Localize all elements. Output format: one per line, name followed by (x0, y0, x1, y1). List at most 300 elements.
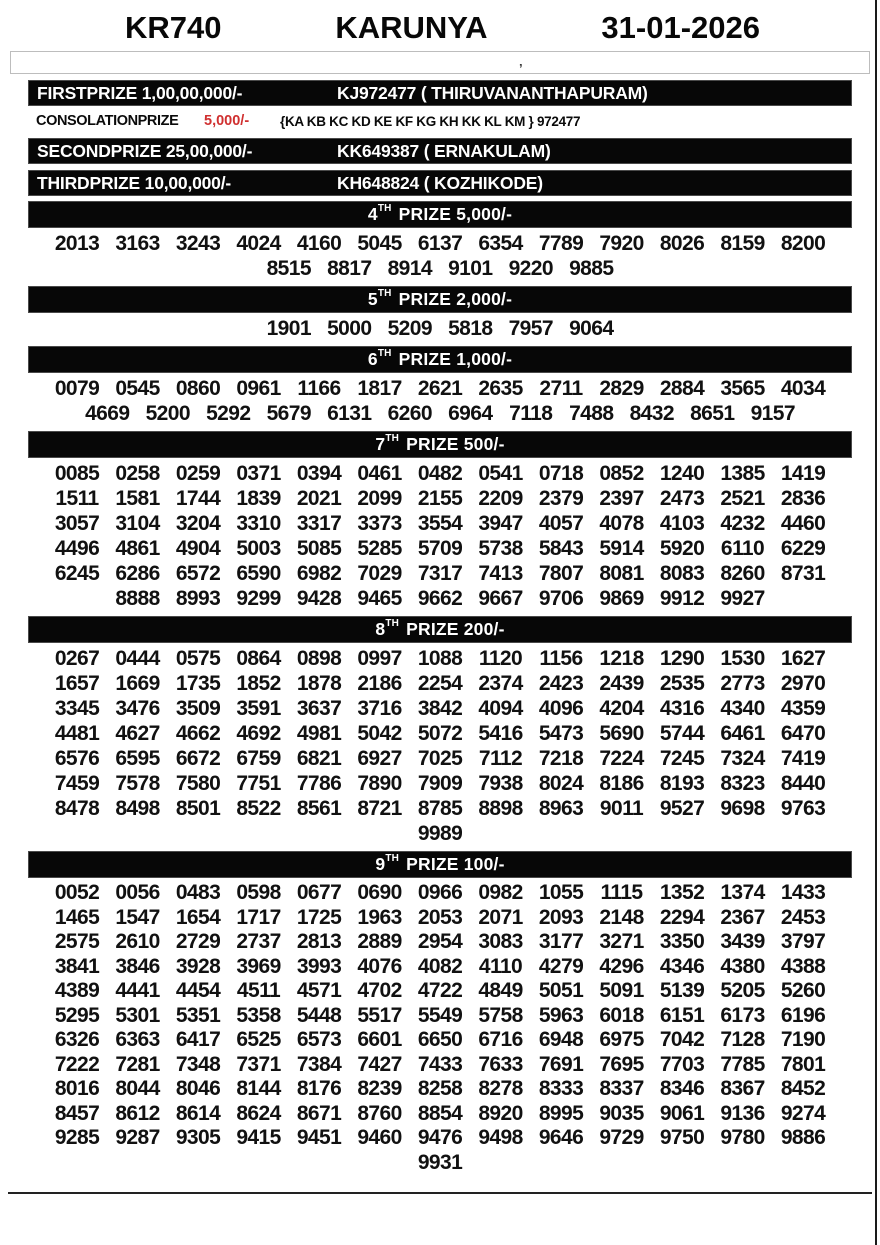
winning-number: 6326 (54, 1028, 100, 1051)
winning-number: 6759 (236, 747, 281, 770)
winning-number: 6964 (448, 402, 493, 425)
section-header-text (368, 204, 512, 225)
winning-number: 5517 (357, 1003, 402, 1027)
section-rank-suffix: TH (385, 853, 400, 864)
winning-number: 8522 (236, 797, 281, 820)
winning-number: 8432 (629, 402, 674, 425)
section-amount: PRIZE 5,000/- (393, 204, 513, 224)
winning-number: 4904 (175, 537, 221, 560)
winning-number: 2071 (478, 905, 523, 929)
winning-number: 3317 (296, 512, 342, 535)
winning-number-row (0, 955, 880, 980)
winning-number: 9869 (599, 587, 644, 610)
winning-number: 2954 (417, 930, 463, 953)
winning-number: 8898 (478, 797, 523, 820)
winning-number: 3083 (478, 930, 523, 953)
winning-number: 1669 (115, 672, 160, 695)
winning-number: 8044 (115, 1077, 160, 1100)
winning-number: 4662 (175, 722, 221, 745)
winning-number: 2453 (780, 905, 826, 929)
winning-number: 6821 (296, 747, 342, 770)
winning-number: 8083 (659, 562, 705, 585)
prize-winning-number: KH648824 ( KOZHIKODE) (337, 172, 543, 193)
section-rank-suffix: TH (385, 433, 400, 444)
winning-number: 7128 (720, 1028, 765, 1051)
winning-number: 7112 (478, 747, 523, 770)
winning-number: 8731 (780, 562, 826, 585)
winning-number: 4094 (478, 697, 523, 720)
winning-number: 2294 (659, 905, 705, 929)
winning-number-row (0, 696, 880, 721)
winning-number-row (0, 930, 880, 955)
winning-number: 7909 (417, 772, 463, 795)
winning-number: 9465 (357, 587, 402, 610)
winning-number: 3846 (115, 954, 160, 978)
winning-number: 6595 (115, 747, 160, 770)
winning-number: 2773 (720, 672, 765, 695)
winning-number: 4082 (417, 954, 463, 978)
winning-number: 0545 (115, 377, 160, 400)
winning-number: 6417 (175, 1028, 221, 1051)
winning-number: 1290 (659, 647, 705, 670)
winning-number: 1115 (600, 881, 643, 904)
winning-number: 8278 (478, 1077, 523, 1100)
winning-number: 8239 (357, 1077, 402, 1100)
winning-number: 0961 (236, 377, 281, 400)
winning-number: 5000 (327, 317, 372, 340)
winning-number: 7789 (538, 232, 584, 255)
winning-number: 7029 (357, 562, 402, 585)
winning-number: 0258 (115, 462, 160, 485)
winning-number: 1901 (266, 317, 311, 340)
winning-number: 0541 (478, 462, 523, 485)
winning-number: 3177 (538, 930, 584, 953)
winning-number: 9662 (417, 587, 463, 610)
section-rank: 8 (375, 619, 386, 639)
winning-number: 7218 (538, 747, 584, 770)
winning-number: 0444 (115, 647, 160, 670)
winning-number: 8200 (780, 232, 826, 255)
winning-number: 3373 (357, 512, 402, 535)
winning-number-row (0, 1126, 880, 1151)
winning-number-row (0, 796, 880, 821)
winning-number: 3797 (780, 930, 826, 953)
winning-number: 7938 (478, 772, 523, 795)
title-row (0, 0, 880, 46)
winning-number-row (0, 316, 880, 341)
winning-number: 7957 (508, 317, 553, 340)
winning-number: 7920 (599, 232, 644, 255)
consolation-label: CONSOLATIONPRIZE (36, 113, 179, 129)
winning-number: 4380 (720, 954, 765, 978)
winning-number: 8323 (720, 772, 765, 795)
winning-number: 3104 (115, 512, 160, 535)
winning-number: 4359 (780, 697, 826, 720)
winning-number: 9498 (478, 1126, 523, 1149)
winning-number: 2473 (659, 487, 705, 510)
winning-number: 4103 (659, 512, 705, 535)
top-prizes (0, 80, 880, 196)
winning-number: 8854 (417, 1101, 463, 1125)
winning-number: 0052 (54, 881, 100, 904)
winning-number: 9912 (659, 587, 705, 610)
winning-number: 4460 (780, 512, 826, 535)
winning-number: 4160 (296, 232, 342, 255)
winning-number: 5473 (538, 722, 584, 745)
winning-number: 4096 (538, 697, 584, 720)
winning-number: 2610 (115, 930, 160, 953)
consolation-amount: 5,000/- (204, 113, 250, 129)
winning-number: 3476 (115, 697, 160, 720)
winning-number: 9706 (538, 587, 584, 610)
section-header-7th-prize (28, 431, 852, 458)
section-header-8th-prize (28, 616, 852, 643)
winning-number-row (0, 461, 880, 486)
section-amount: PRIZE 200/- (401, 619, 505, 639)
section-rank: 6 (367, 349, 378, 369)
winning-number: 5351 (175, 1003, 221, 1027)
winning-number: 8193 (659, 772, 705, 795)
winning-number-row (0, 1004, 880, 1029)
winning-number: 3716 (357, 697, 402, 720)
winning-number: 1581 (115, 487, 160, 510)
winning-number: 9428 (296, 587, 342, 610)
winning-number: 9299 (236, 587, 281, 610)
winning-number: 6229 (780, 537, 826, 560)
winning-number: 5709 (417, 537, 463, 560)
winning-number: 4692 (236, 722, 281, 745)
winning-number: 8144 (236, 1077, 281, 1100)
section-amount: PRIZE 1,000/- (393, 349, 513, 369)
winning-number: 0598 (236, 881, 281, 904)
winning-number: 1433 (780, 881, 826, 904)
winning-number: 3565 (720, 377, 765, 400)
winning-number: 5072 (417, 722, 463, 745)
winning-number-row (0, 511, 880, 536)
winning-number: 7317 (417, 562, 463, 585)
winning-number-row (0, 1077, 880, 1102)
winning-number: 0982 (478, 881, 523, 904)
prize-winning-number: KJ972477 ( THIRUVANANTHAPURAM) (337, 82, 648, 103)
winning-number: 5358 (236, 1003, 281, 1027)
winning-number: 4669 (85, 402, 130, 425)
winning-number: 2367 (720, 905, 765, 929)
winning-number: 1717 (236, 905, 281, 929)
winning-number: 8721 (357, 797, 402, 820)
winning-number-row (0, 906, 880, 931)
winning-number: 4034 (780, 377, 826, 400)
section-header-text (375, 434, 504, 455)
winning-number: 3350 (659, 930, 705, 953)
winning-number: 4057 (538, 512, 584, 535)
winning-number: 2021 (296, 487, 342, 510)
winning-number: 3310 (236, 512, 281, 535)
winning-number: 7384 (296, 1052, 342, 1076)
winning-number: 6650 (417, 1028, 463, 1051)
winning-number: 7580 (175, 772, 221, 795)
prize-label: THIRDPRIZE 10,00,000/- (37, 172, 232, 193)
winning-number: 2711 (539, 377, 583, 400)
section-rank: 5 (367, 289, 378, 309)
winning-number: 9885 (569, 257, 614, 280)
winning-number: 2013 (54, 232, 100, 255)
winning-number: 1657 (54, 672, 100, 695)
winning-number: 6572 (175, 562, 221, 585)
winning-number-row (0, 979, 880, 1004)
winning-number: 1530 (720, 647, 765, 670)
winning-number: 3163 (115, 232, 160, 255)
winning-number: 7890 (357, 772, 402, 795)
winning-number: 6716 (478, 1028, 523, 1051)
winning-number: 3439 (720, 930, 765, 953)
winning-number: 4981 (296, 722, 342, 745)
winning-number: 3637 (296, 697, 342, 720)
winning-number: 5045 (357, 232, 402, 255)
winning-number: 8501 (175, 797, 221, 820)
winning-number: 4279 (538, 954, 584, 978)
winning-number: 7419 (780, 747, 826, 770)
winning-number: 0461 (357, 462, 402, 485)
winning-number: 2889 (357, 930, 402, 953)
winning-number: 7751 (236, 772, 281, 795)
winning-number: 2829 (599, 377, 644, 400)
winning-number: 6131 (327, 402, 372, 425)
winning-number: 4340 (720, 697, 765, 720)
winning-number: 8760 (357, 1101, 402, 1125)
section-rank-suffix: TH (385, 618, 400, 629)
winning-number: 9101 (448, 257, 493, 280)
winning-number: 1088 (417, 647, 463, 670)
winning-number: 9780 (720, 1126, 765, 1149)
winning-number-row (0, 1053, 880, 1078)
winning-number: 9729 (599, 1126, 644, 1149)
winning-number: 2884 (659, 377, 705, 400)
winning-number: 2521 (720, 487, 765, 510)
winning-number: 9989 (417, 822, 463, 845)
winning-number: 3271 (599, 930, 644, 953)
winning-number: 8478 (54, 797, 100, 820)
winning-number-row (0, 1151, 880, 1176)
winning-number: 8333 (538, 1077, 584, 1100)
winning-number: 9667 (478, 587, 523, 610)
section-rank-suffix: TH (377, 203, 392, 214)
winning-number: 6151 (659, 1003, 705, 1027)
prize-banner-row (28, 138, 852, 164)
winning-number: 1627 (780, 647, 826, 670)
winning-number: 6196 (780, 1003, 826, 1027)
page-right-border (875, 0, 877, 1245)
prize-sections (0, 201, 880, 1175)
winning-number: 6173 (720, 1003, 765, 1027)
winning-number: 4571 (296, 979, 342, 1002)
winning-number: 5051 (538, 979, 584, 1002)
winning-number: 1744 (175, 487, 221, 510)
section-rank-suffix: TH (377, 348, 392, 359)
winning-number: 0575 (175, 647, 221, 670)
winning-number: 5085 (296, 537, 342, 560)
winning-number: 6461 (720, 722, 765, 745)
winning-number: 3509 (175, 697, 221, 720)
winning-number: 6286 (115, 562, 160, 585)
winning-number: 1374 (720, 881, 765, 904)
winning-number: 7371 (236, 1052, 281, 1076)
winning-number: 5292 (206, 402, 251, 425)
winning-number: 7633 (478, 1052, 523, 1076)
winning-number: 3842 (417, 697, 463, 720)
winning-number: 8914 (387, 257, 432, 280)
winning-number: 7042 (659, 1028, 705, 1051)
winning-number: 2836 (780, 487, 826, 510)
winning-number: 1385 (720, 462, 765, 485)
winning-number: 8046 (175, 1077, 221, 1100)
section-header-5th-prize (28, 286, 852, 313)
winning-number: 9061 (659, 1101, 705, 1125)
winning-number: 7324 (720, 747, 765, 770)
winning-number: 8651 (690, 402, 735, 425)
section-7th-numbers (0, 458, 880, 611)
winning-number: 5091 (599, 979, 644, 1002)
winning-number: 9035 (599, 1101, 644, 1125)
winning-number: 2186 (357, 672, 402, 695)
winning-number: 6590 (236, 562, 281, 585)
winning-number: 4346 (659, 954, 705, 978)
winning-number: 2093 (538, 905, 584, 929)
winning-number: 7025 (417, 747, 463, 770)
winning-number: 8457 (54, 1101, 100, 1125)
winning-number: 3345 (54, 697, 100, 720)
winning-number: 0079 (54, 377, 100, 400)
winning-number: 3554 (417, 512, 463, 535)
winning-number: 4496 (54, 537, 100, 560)
winning-number: 4316 (659, 697, 705, 720)
winning-number: 9305 (175, 1126, 221, 1149)
winning-number: 1166 (297, 377, 341, 400)
winning-number: 4024 (236, 232, 281, 255)
winning-number: 1156 (539, 647, 583, 670)
section-rank-suffix: TH (377, 288, 392, 299)
winning-number: 9931 (417, 1150, 463, 1174)
winning-number: 6573 (296, 1028, 342, 1051)
winning-number: 5295 (54, 1003, 100, 1027)
winning-number: 3591 (236, 697, 281, 720)
winning-number: 5448 (296, 1003, 342, 1027)
winning-number: 9011 (599, 797, 644, 820)
winning-number: 8081 (599, 562, 644, 585)
winning-number: 4702 (357, 979, 402, 1002)
prize-banner-row (28, 80, 852, 106)
winning-number: 9646 (538, 1126, 584, 1149)
section-8th-numbers (0, 643, 880, 846)
winning-number: 4511 (236, 979, 281, 1002)
winning-number: 7578 (115, 772, 160, 795)
winning-number: 9698 (720, 797, 765, 820)
winning-number: 5920 (659, 537, 705, 560)
winning-number: 7190 (780, 1028, 826, 1051)
winning-number: 3928 (175, 954, 221, 978)
winning-number: 1735 (175, 672, 221, 695)
prize-winning-number: KK649387 ( ERNAKULAM) (337, 140, 551, 161)
stray-mark: ’ (519, 61, 523, 76)
winning-number: 0898 (296, 647, 342, 670)
winning-number: 4389 (54, 979, 100, 1002)
winning-number: 2970 (780, 672, 826, 695)
winning-number: 2209 (478, 487, 523, 510)
winning-number-row (0, 646, 880, 671)
winning-number: 0267 (54, 647, 100, 670)
winning-number: 5738 (478, 537, 523, 560)
winning-number: 4722 (417, 979, 463, 1002)
winning-number: 6018 (599, 1003, 644, 1027)
winning-number: 3947 (478, 512, 523, 535)
winning-number: 7488 (569, 402, 614, 425)
winning-number: 4861 (115, 537, 160, 560)
winning-number: 1839 (236, 487, 281, 510)
winning-number: 7786 (296, 772, 342, 795)
section-amount: PRIZE 500/- (401, 434, 505, 454)
winning-number: 7691 (538, 1052, 584, 1076)
winning-number: 6672 (175, 747, 221, 770)
winning-number: 9451 (296, 1126, 342, 1149)
winning-number: 7459 (54, 772, 100, 795)
winning-number: 1963 (357, 905, 402, 929)
winning-number: 6948 (538, 1028, 584, 1051)
winning-number: 0997 (357, 647, 402, 670)
winning-number-row (0, 486, 880, 511)
winning-number: 6470 (780, 722, 826, 745)
section-header-6th-prize (28, 346, 852, 373)
winning-number: 1465 (54, 905, 100, 929)
winning-number: 2423 (538, 672, 584, 695)
winning-number: 9220 (508, 257, 553, 280)
winning-number: 6354 (478, 232, 523, 255)
winning-number: 2621 (417, 377, 463, 400)
prize-banner-row (28, 170, 852, 196)
winning-number: 1852 (236, 672, 281, 695)
winning-number: 5200 (145, 402, 190, 425)
winning-number: 5679 (266, 402, 311, 425)
winning-number: 8498 (115, 797, 160, 820)
winning-number: 7222 (54, 1052, 100, 1076)
winning-number: 7224 (599, 747, 644, 770)
winning-number: 4481 (54, 722, 100, 745)
winning-number: 8993 (175, 587, 221, 610)
winning-number: 5285 (357, 537, 402, 560)
winning-number: 0852 (599, 462, 644, 485)
winning-number: 2254 (417, 672, 463, 695)
winning-number: 4441 (115, 979, 160, 1002)
winning-number: 8176 (296, 1077, 342, 1100)
draw-code: KR740 (125, 10, 222, 45)
winning-number-row (0, 721, 880, 746)
winning-number: 9285 (54, 1126, 100, 1149)
winning-number: 2575 (54, 930, 100, 953)
winning-number: 6601 (357, 1028, 402, 1051)
winning-number: 1547 (115, 905, 160, 929)
winning-number: 9886 (780, 1126, 826, 1149)
winning-number: 8258 (417, 1077, 463, 1100)
section-header-text (368, 349, 512, 370)
winning-number: 3993 (296, 954, 342, 978)
winning-number: 7703 (659, 1052, 705, 1076)
winning-number: 4232 (720, 512, 765, 535)
winning-number: 5205 (720, 979, 765, 1002)
winning-number: 5003 (236, 537, 281, 560)
draw-date: 31-01-2026 (601, 10, 760, 45)
winning-number: 9064 (569, 317, 614, 340)
winning-number: 5416 (478, 722, 523, 745)
winning-number: 8671 (296, 1101, 342, 1125)
winning-number: 9274 (780, 1101, 826, 1125)
